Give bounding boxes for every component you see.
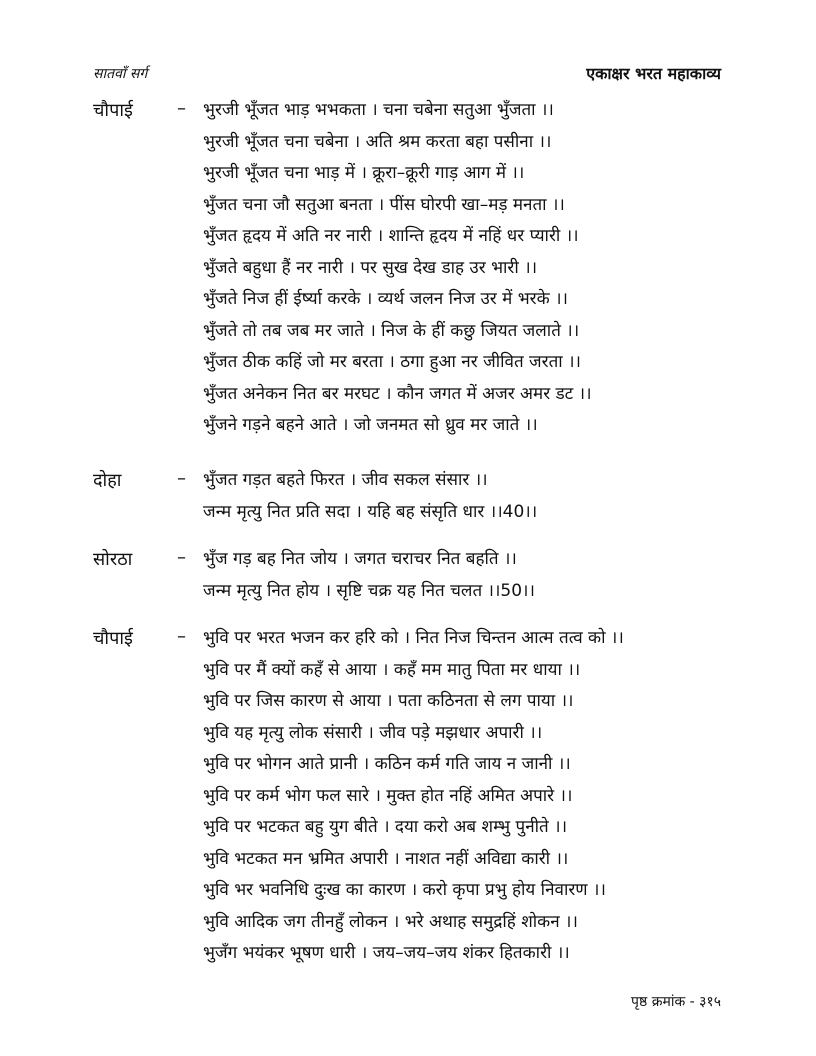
verse-type-label: सोरठा	[93, 549, 133, 570]
verse-lines	[203, 468, 723, 531]
verse-line: भुवि पर कर्म भोग फल सारे । मुक्त होत नहिं अमित अपारे ।।	[203, 785, 573, 806]
verse-line: भुजँग भयंकर भूषण धारी । जय–जय–जय शंकर हितकारी ।।	[203, 943, 570, 963]
verse-lines	[203, 98, 723, 445]
verse-line: भुँजत चना जौ सतुआ बनता । पींस घोरपी खा–मड़ मनता ।।	[203, 194, 565, 215]
verse-line: भुरजी भूँजत चना चबेना । अति श्रम करता बहा पसीना ।।	[203, 131, 552, 152]
book-title-header: एकाक्षर भरत महाकाव्य	[586, 64, 721, 83]
verse-line: भुँजते तो तब जब मर जाते । निज के हीं कछु जियत जलाते ।।	[203, 320, 580, 341]
verse-line: भुवि पर भटकत बहु युग बीते । दया करो अब शम्भु पुनीते ।।	[203, 817, 568, 837]
verse-lines	[203, 626, 723, 973]
verse-line: भुँजते निज हीं ईर्ष्या करके । व्यर्थ जलन निज उर में भरके ।।	[203, 289, 568, 309]
verse-type-label: दोहा	[93, 470, 122, 491]
verse-line: जन्म मृत्यु नित प्रति सदा । यहि बह संसृति धार ।।40।।	[203, 501, 538, 522]
verse-line: भुवि पर मैं क्यों कहँ से आया । कहँ मम मातु पिता मर धाया ।।	[203, 659, 581, 680]
verse-dash: –	[177, 468, 186, 489]
verse-line: भुँजत अनेकन नित बर मरघट । कौन जगत में अजर अमर डट ।।	[203, 383, 592, 404]
verse-dash: –	[177, 547, 186, 568]
verse-line: भुवि पर भोगन आते प्रानी । कठिन कर्म गति जाय न जानी ।।	[203, 754, 571, 774]
verse-line: भुवि भर भवनिधि दुःख का कारण । करो कृपा प्रभु होय निवारण ।।	[203, 880, 606, 900]
verse-dash: –	[177, 98, 186, 119]
verse-line: भुरजी भूँजत चना भाड़ में । क्रूरा–क्रूरी गाड़ आग में ।।	[203, 163, 525, 183]
verse-line: भुँजत ठीक कहिं जो मर बरता । ठगा हुआ नर जीवित जरता ।।	[203, 352, 582, 372]
verse-type-label: चौपाई	[93, 100, 133, 121]
verse-line: भुँजते बहुधा हैं नर नारी । पर सुख देख डाह उर भारी ।।	[203, 257, 538, 278]
verse-line: भुवि पर जिस कारण से आया । पता कठिनता से लग पाया ।।	[203, 691, 574, 711]
verse-lines	[203, 547, 723, 610]
verse-dash: –	[177, 626, 186, 647]
verse-line: भुँजत गड़त बहते फिरत । जीव सकल संसार ।।	[203, 470, 488, 490]
verse-line: भुवि पर भरत भजन कर हरि को । नित निज चिन्तन आत्म तत्व को ।।	[203, 628, 624, 648]
verse-line: भुरजी भूँजत भाड़ भभकता । चना चबेना सतुआ भुँजता ।।	[203, 100, 554, 120]
page-number: पृष्ठ क्रमांक - ३१५	[631, 994, 721, 1010]
verse-line: भुँज गड़ बह नित जोय । जगत चराचर नित बहति ।।	[203, 549, 517, 569]
verse-line: भुवि आदिक जग तीनहुँ लोकन । भरे अथाह समुद्रहिं शोकन ।।	[203, 911, 578, 932]
verse-line: भुवि यह मृत्यु लोक संसारी । जीव पड़े मझधार अपारी ।।	[203, 722, 543, 743]
chapter-header: सातवाँ सर्ग	[93, 66, 148, 82]
verse-line: भुँजत हृदय में अति नर नारी । शान्ति हृदय में नहिं धर प्यारी ।।	[203, 226, 579, 246]
verse-line: जन्म मृत्यु नित होय । सृष्टि चक्र यह नित चलत ।।50।।	[203, 580, 535, 601]
verse-type-label: चौपाई	[93, 628, 133, 649]
verse-line: भुवि भटकत मन भ्रमित अपारी । नाशत नहीं अविद्या कारी ।।	[203, 848, 569, 869]
verse-line: भुँजने गड़ने बहने आते । जो जनमत सो ध्रुव मर जाते ।।	[203, 415, 538, 435]
